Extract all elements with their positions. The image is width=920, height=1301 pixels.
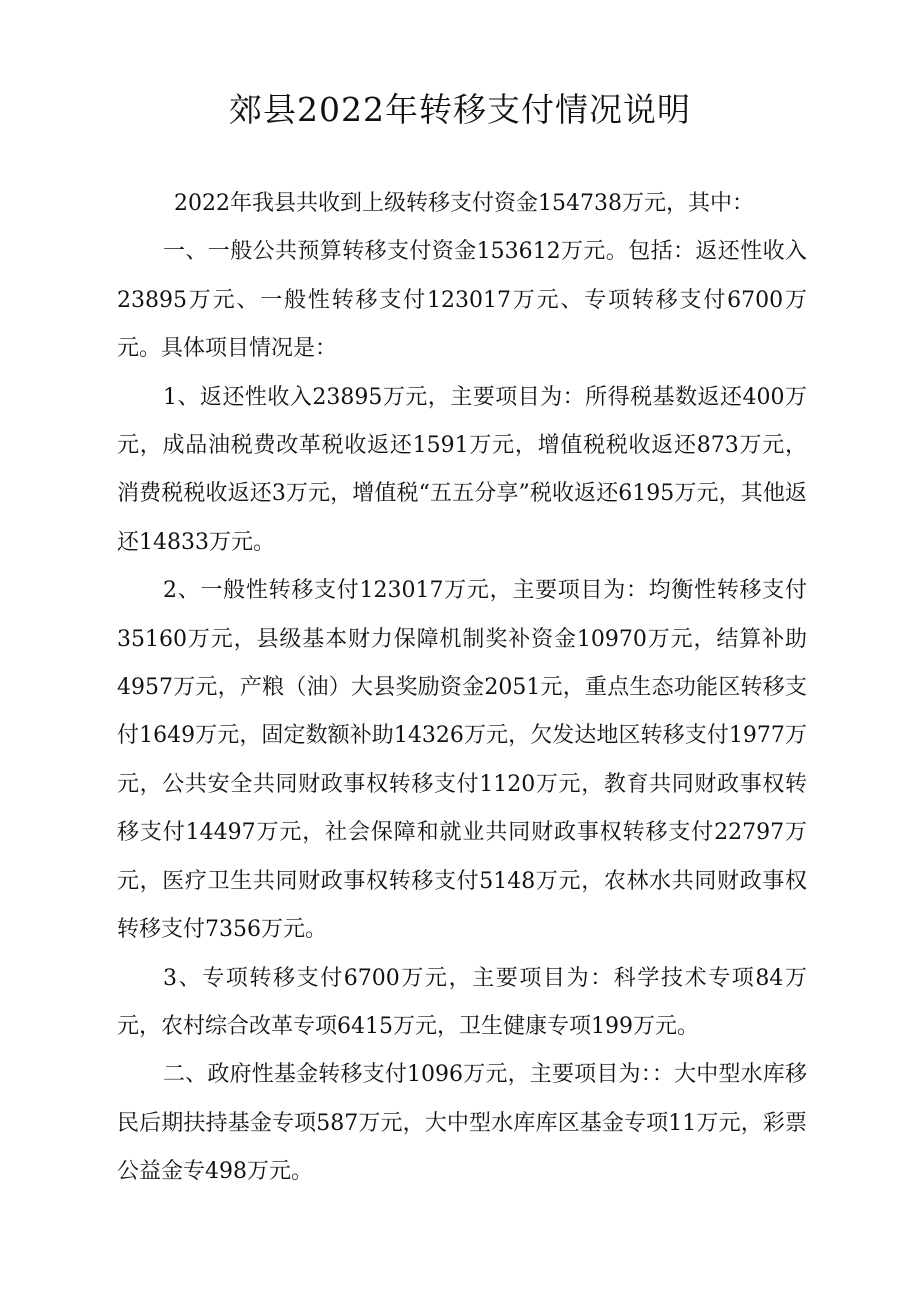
item-returned-revenue-paragraph: 1、返还性收入23895万元，主要项目为：所得税基数返还400万元，成品油税费改革税收返还1591万元，增值税税收返还873万元，消费税税收返还3万元，增值税“五五分享”税收返还6195万元，其他返还14833万元。 (117, 384, 807, 555)
document-title: 郊县2022年转移支付情况说明 (229, 90, 691, 129)
section-general-budget-paragraph: 一、一般公共预算转移支付资金153612万元。包括：返还性收入23895万元、一般性转移支付123017万元、专项转移支付6700万元。具体项目情况是： (117, 239, 807, 362)
document-body (117, 180, 807, 1197)
section-government-fund-paragraph: 二、政府性基金转移支付1096万元，主要项目为：：大中型水库移民后期扶持基金专项587万元，大中型水库库区基金专项11万元，彩票公益金专498万元。 (117, 1062, 807, 1185)
item-general-transfer-paragraph: 2、一般性转移支付123017万元，主要项目为：均衡性转移支付35160万元，县级基本财力保障机制奖补资金10970万元，结算补助4957万元，产粮（油）大县奖励资金2051元，重点生态功能区转移支付1649万元，固定数额补助14326万元，欠发达地区转移支付1977万元，公共安全共同财政事权转移支付1120万元，教育共同财政事权转移支付14497万元，社会保障和就业共同财政事权转移支付22797万元，医疗卫生共同财政事权转移支付5148万元，农林水共同财政事权转移支付7356万元。 (117, 578, 807, 943)
item-special-transfer-paragraph: 3、专项转移支付6700万元，主要项目为：科学技术专项84万元，农村综合改革专项6415万元，卫生健康专项199万元。 (117, 965, 807, 1039)
intro-paragraph: 2022年我县共收到上级转移支付资金154738万元，其中： (174, 191, 754, 216)
